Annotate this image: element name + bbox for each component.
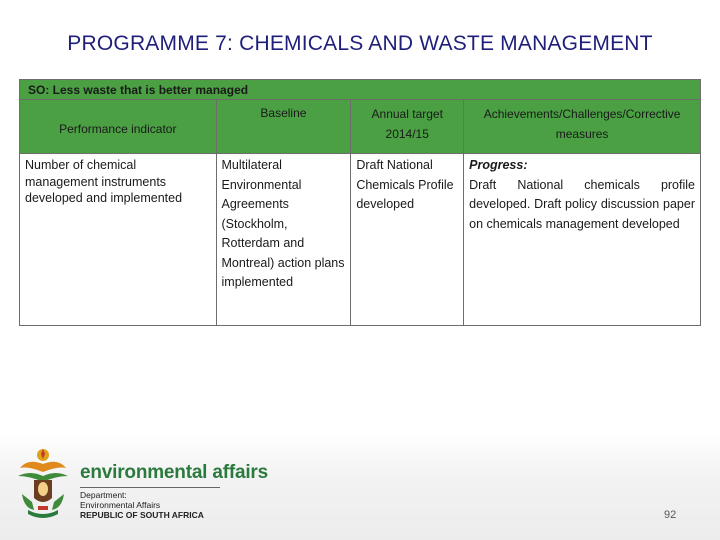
slide-title: PROGRAMME 7: CHEMICALS AND WASTE MANAGEMENT — [67, 32, 653, 55]
country-name: REPUBLIC OF SOUTH AFRICA — [80, 510, 204, 520]
header-row — [20, 100, 701, 154]
objective-row — [20, 80, 701, 100]
dept-label: Department: — [80, 490, 127, 500]
header-annual-target: Annual target 2014/15 — [351, 100, 464, 154]
header-performance-indicator: Performance indicator — [20, 100, 217, 154]
header-baseline: Baseline — [216, 100, 351, 154]
dept-name: Environmental Affairs — [80, 500, 161, 510]
coat-of-arms-icon — [14, 446, 72, 524]
cell-annual-target: Draft National Chemicals Profile developed — [351, 154, 464, 326]
brand-divider — [80, 487, 220, 488]
department-block — [80, 462, 268, 521]
progress-text: Draft National chemicals profile developed. Draft policy discussion paper on chemicals management developed — [469, 177, 695, 231]
coat-of-arms-logo — [14, 446, 72, 529]
header-achievements: Achievements/Challenges/Corrective measures — [464, 100, 701, 154]
page-number: 92 — [664, 509, 677, 521]
brand-name: environmental affairs — [80, 462, 268, 483]
table-row — [20, 154, 701, 326]
cell-achievements — [464, 154, 701, 326]
performance-table — [19, 79, 701, 326]
cell-performance-indicator: Number of chemical management instruments developed and implemented — [20, 154, 217, 326]
strategic-objective: SO: Less waste that is better managed — [20, 80, 701, 100]
cell-baseline: Multilateral Environmental Agreements (Stockholm, Rotterdam and Montreal) action plans implemented — [216, 154, 351, 326]
progress-label: Progress: — [469, 158, 528, 172]
